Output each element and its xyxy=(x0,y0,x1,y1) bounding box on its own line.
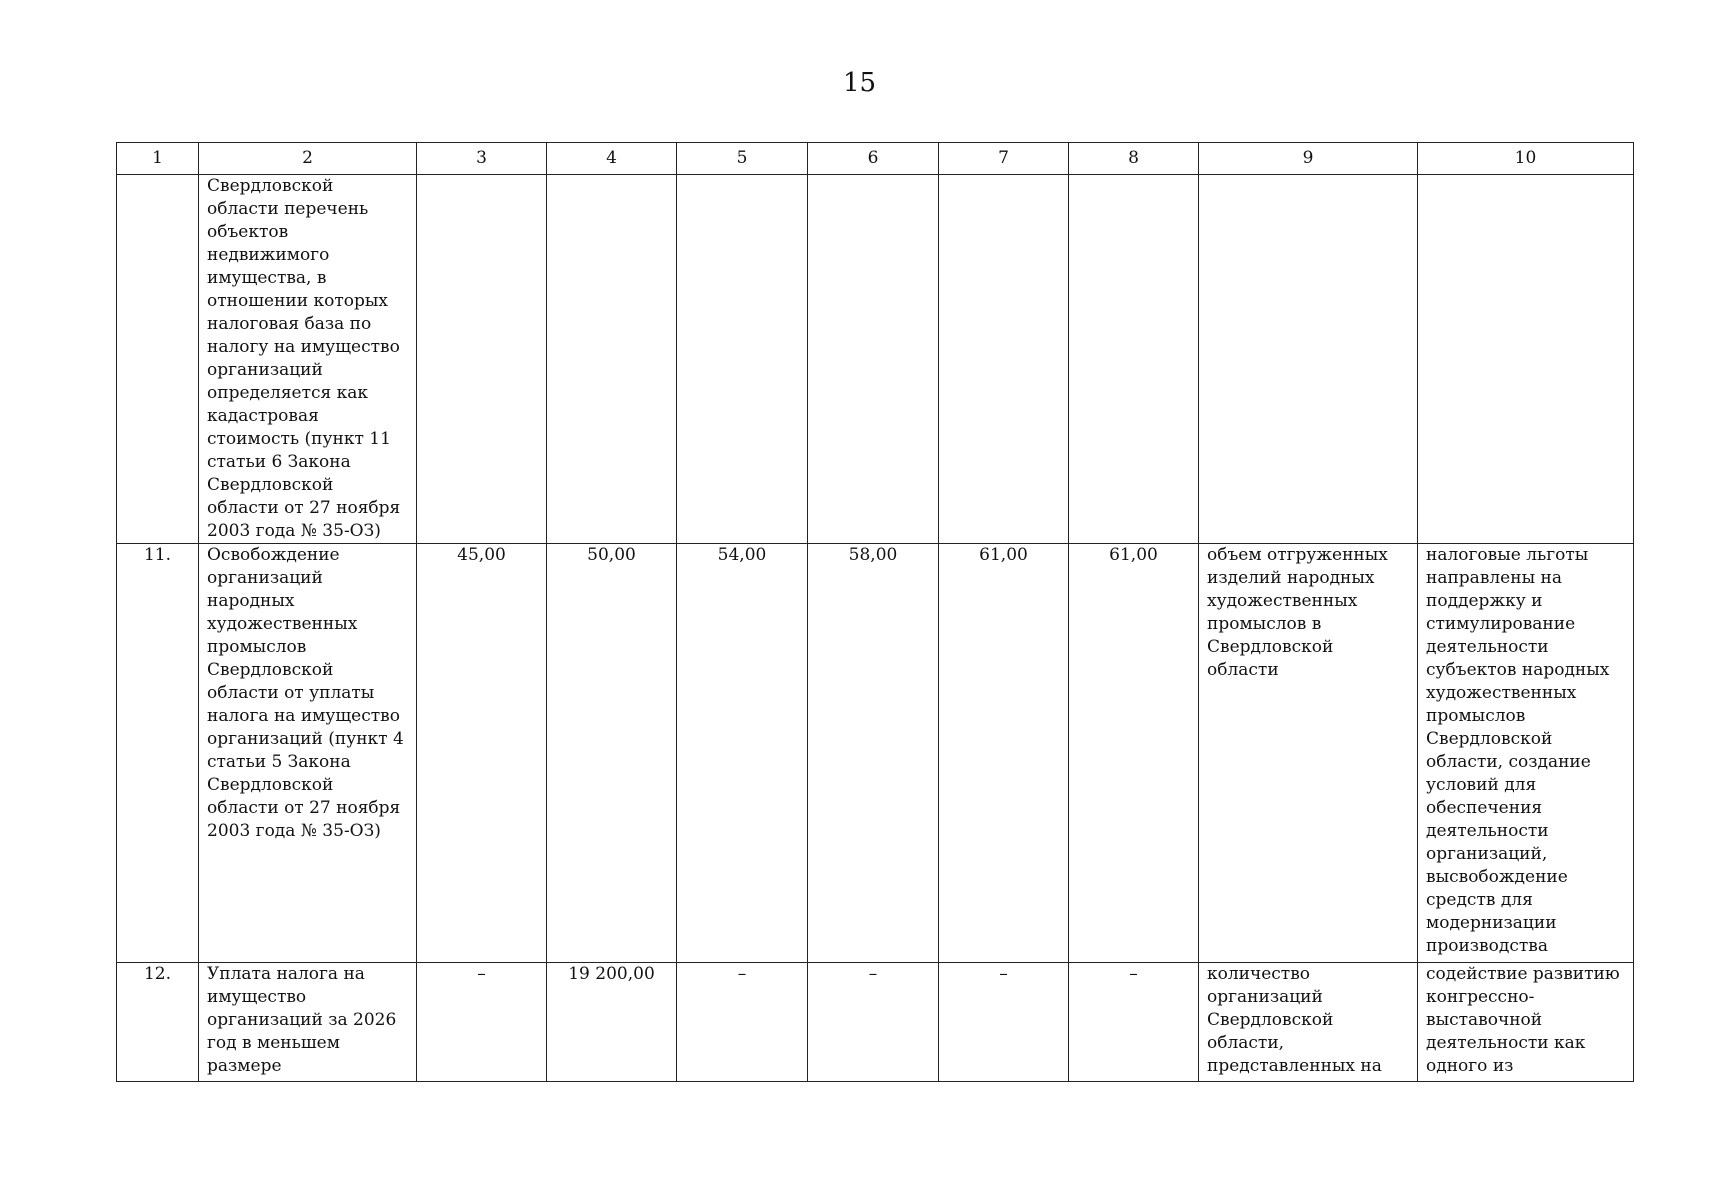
value-cell: 58,00 xyxy=(808,544,939,963)
indicator-cell: количество организаций Свердловской области, представленных на xyxy=(1199,963,1418,1082)
value-cell: 50,00 xyxy=(547,544,677,963)
row-description: Освобождение организаций народных художественных промыслов Свердловской области от уплаты налога на имущество организаций (пункт 4 статьи 5 Закона Свердловской области от 27 ноября 2003 года № 35-ОЗ) xyxy=(199,544,417,963)
column-header: 5 xyxy=(677,143,808,175)
value-cell xyxy=(417,175,547,544)
indicator-cell xyxy=(1199,175,1418,544)
row-number: 12. xyxy=(117,963,199,1082)
row-number xyxy=(117,175,199,544)
value-cell: – xyxy=(677,963,808,1082)
column-header: 10 xyxy=(1418,143,1634,175)
header-row xyxy=(117,143,1634,175)
column-header: 8 xyxy=(1069,143,1199,175)
column-header: 2 xyxy=(199,143,417,175)
value-cell: 19 200,00 xyxy=(547,963,677,1082)
value-cell: 61,00 xyxy=(1069,544,1199,963)
value-cell xyxy=(547,175,677,544)
value-cell: 45,00 xyxy=(417,544,547,963)
table-row xyxy=(117,963,1634,1082)
value-cell: – xyxy=(417,963,547,1082)
column-header: 7 xyxy=(939,143,1069,175)
purpose-cell: налоговые льготы направлены на поддержку и стимулирование деятельности субъектов народных художественных промыслов Свердловской области, создание условий для обеспечения деятельности организаций, высвобождение средств для модернизации производства xyxy=(1418,544,1634,963)
column-header: 3 xyxy=(417,143,547,175)
column-header: 1 xyxy=(117,143,199,175)
value-cell xyxy=(677,175,808,544)
value-cell: 61,00 xyxy=(939,544,1069,963)
value-cell: – xyxy=(808,963,939,1082)
table-row xyxy=(117,544,1634,963)
value-cell xyxy=(939,175,1069,544)
data-table xyxy=(116,142,1634,1082)
value-cell: – xyxy=(939,963,1069,1082)
column-header: 4 xyxy=(547,143,677,175)
table-row xyxy=(117,175,1634,544)
column-header: 6 xyxy=(808,143,939,175)
column-header: 9 xyxy=(1199,143,1418,175)
indicator-cell: объем отгруженных изделий народных художественных промыслов в Свердловской области xyxy=(1199,544,1418,963)
value-cell: – xyxy=(1069,963,1199,1082)
row-description: Свердловской области перечень объектов недвижимого имущества, в отношении которых налоговая база по налогу на имущество организаций определяется как кадастровая стоимость (пункт 11 статьи 6 Закона Свердловской области от 27 ноября 2003 года № 35-ОЗ) xyxy=(199,175,417,544)
row-description: Уплата налога на имущество организаций за 2026 год в меньшем размере xyxy=(199,963,417,1082)
row-number: 11. xyxy=(117,544,199,963)
value-cell: 54,00 xyxy=(677,544,808,963)
page-number: 15 xyxy=(842,68,877,98)
value-cell xyxy=(808,175,939,544)
purpose-cell: содействие развитию конгрессно-выставочной деятельности как одного из xyxy=(1418,963,1634,1082)
purpose-cell xyxy=(1418,175,1634,544)
value-cell xyxy=(1069,175,1199,544)
